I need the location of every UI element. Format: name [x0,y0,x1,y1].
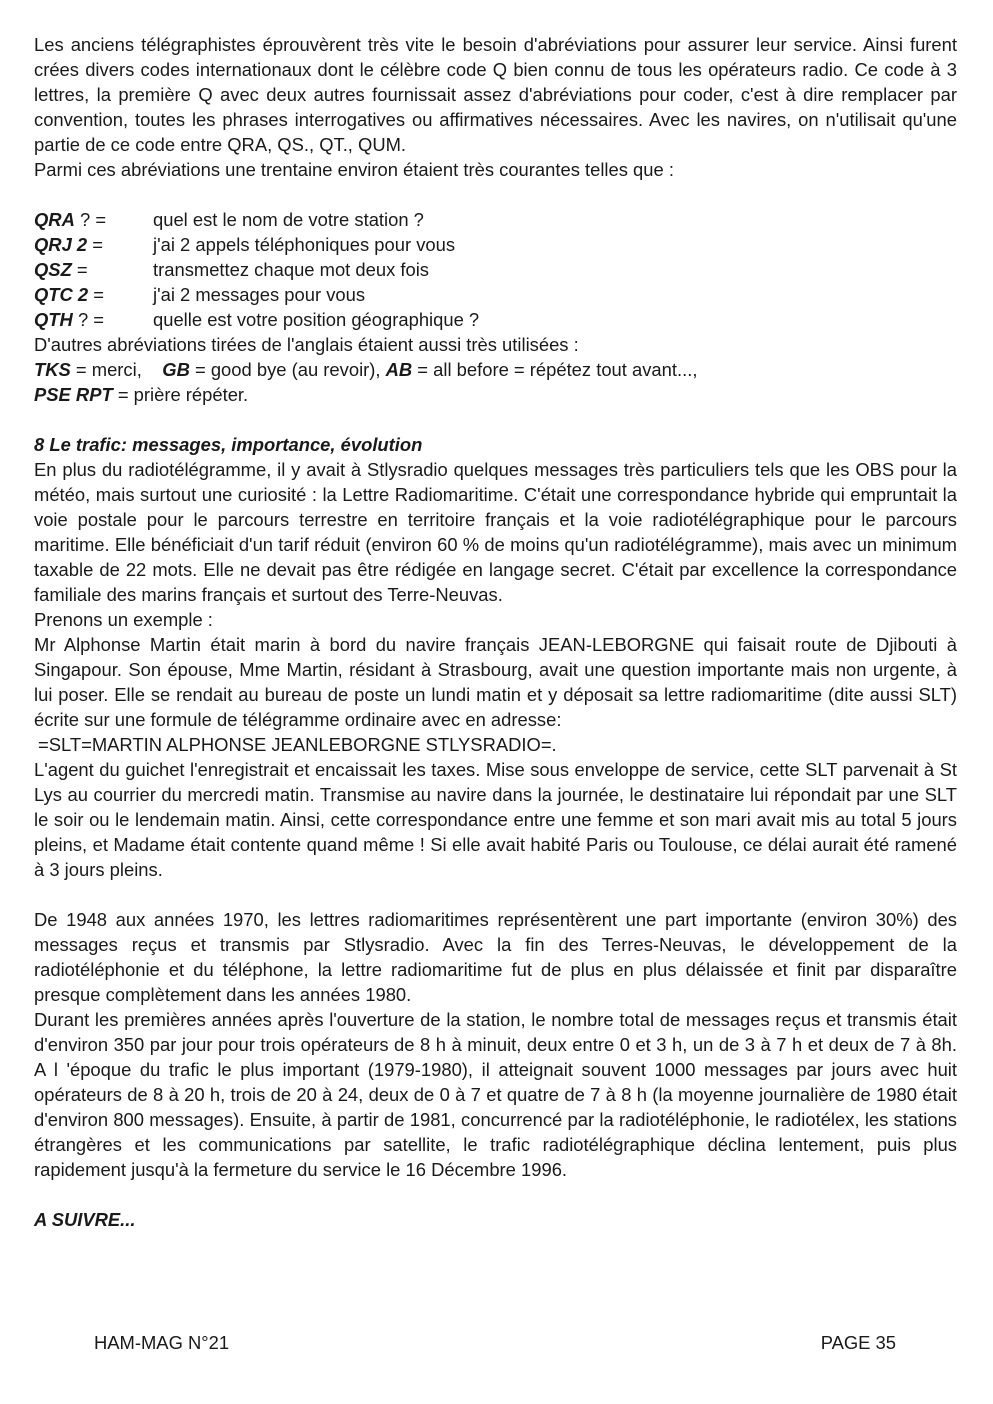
section-paragraph: En plus du radiotélégramme, il y avait à Stlysradio quelques messages très particuliers tels que les OBS pour la météo, mais surtout une curiosité : la Lettre Radiomaritime. C'était une correspondance hybride qui empruntait la voie postale pour le parcours terrestre en territoire français et la voie radiotélégraphique pour le parcours maritime. Elle bénéficiait d'un tarif réduit (environ 60 % de moins qu'un radiotélégramme), mais avec un minimum taxable de 22 mots. Elle ne devait pas être rédigée en langage secret. C'était par excellence la correspondance familiale des marins français et surtout des Terre-Neuvas. [34,459,957,605]
abbrev-ab: AB [385,359,413,380]
section-paragraph: Mr Alphonse Martin était marin à bord du navire français JEAN-LEBORGNE qui faisait route de Djibouti à Singapour. Son épouse, Mme Martin, résidant à Strasbourg, avait une question importante mais non urgente, à lui poser. Elle se rendait au bureau de poste un lundi matin et y déposait sa lettre radiomaritime (dite aussi SLT) écrite sur une formule de télégramme ordinaire avec en adresse: [34,634,957,730]
to-be-continued: A SUIVRE... [34,1209,136,1230]
blank-line [34,182,957,207]
q-code-separator: ? = [72,309,105,330]
blank-line [34,882,957,907]
abbrev-gb-text: = good bye (au revoir), [189,359,386,380]
q-code-separator: = [71,259,88,280]
english-abbrev-line [34,357,957,382]
telegram-address: =SLT=MARTIN ALPHONSE JEANLEBORGNE STLYSRADIO=. [38,734,557,755]
blank-line [34,407,957,432]
abbrev-pse-rpt: PSE RPT [34,384,113,405]
q-code-meaning: j'ai 2 appels téléphoniques pour vous [153,234,456,255]
q-code-meaning: j'ai 2 messages pour vous [153,284,366,305]
page-footer [94,1330,896,1355]
magazine-issue: HAM-MAG N°21 [94,1332,230,1353]
q-code: QRA [34,209,75,230]
section-heading: 8 Le trafic: messages, importance, évolution [34,434,423,455]
english-abbrev-line-2 [34,382,957,407]
q-code-list [34,207,957,332]
q-code: QSZ [34,259,72,280]
q-code-meaning: transmettez chaque mot deux fois [153,259,430,280]
q-code-separator: = [87,234,104,255]
q-code-separator: = [88,284,105,305]
blank-line [34,1182,957,1207]
abbrev-gb: GB [162,359,190,380]
q-code-meaning: quelle est votre position géographique ? [153,309,480,330]
q-code: QTC 2 [34,284,89,305]
q-code: QRJ 2 [34,234,88,255]
abbrev-tks-text: = merci, [70,359,163,380]
abbrev-tks: TKS [34,359,71,380]
q-code-row [34,257,957,282]
q-code-separator: ? = [74,209,107,230]
abbrev-pse-rpt-text: = prière répéter. [112,384,249,405]
page-number: PAGE 35 [820,1332,896,1353]
intro-lead-paragraph: Parmi ces abréviations une trentaine environ étaient très courantes telles que : [34,159,674,180]
q-code-row [34,307,957,332]
section-paragraph: L'agent du guichet l'enregistrait et encaissait les taxes. Mise sous enveloppe de service, cette SLT parvenait à St Lys au courrier du mercredi matin. Transmise au navire dans la journée, le destinataire lui répondait par une SLT le soir ou le lendemain matin. Ainsi, cette correspondance entre une femme et son mari avait mis au total 5 jours pleins, et Madame était contente quand même ! Si elle avait habité Paris ou Toulouse, ce délai aurait été ramené à 3 jours pleins. [34,759,957,880]
q-code-row [34,207,957,232]
section-paragraph: De 1948 aux années 1970, les lettres radiomaritimes représentèrent une part importante (environ 30%) des messages reçus et transmis par Stlysradio. Avec la fin des Terres-Neuvas, le développement de la radiotéléphonie et du téléphone, la lettre radiomaritime fut de plus en plus délaissée et finit par disparaître presque complètement dans les années 1980. [34,909,957,1005]
intro-paragraph: Les anciens télégraphistes éprouvèrent très vite le besoin d'abréviations pour assurer leur service. Ainsi furent crées divers codes internationaux dont le célèbre code Q bien connu de tous les opérateurs radio. Ce code à 3 lettres, la première Q avec deux autres fournissait assez d'abréviations pour coder, c'est à dire remplacer par convention, toutes les phrases interrogatives ou affirmatives nécessaires. Avec les navires, on n'utilisait qu'une partie de ce code entre QRA, QS., QT., QUM. [34,34,957,155]
abbrev-ab-text: = all before = répétez tout avant..., [412,359,698,380]
q-code: QTH [34,309,73,330]
section-paragraph: Prenons un exemple : [34,609,213,630]
q-code-row [34,232,957,257]
article-body [34,32,957,1232]
q-code-row [34,282,957,307]
q-code-meaning: quel est le nom de votre station ? [153,209,424,230]
english-abbrev-intro: D'autres abréviations tirées de l'anglais étaient aussi très utilisées : [34,334,579,355]
section-paragraph: Durant les premières années après l'ouverture de la station, le nombre total de messages reçus et transmis était d'environ 350 par jour pour trois opérateurs de 8 h à minuit, deux entre 0 et 3 h, un de 3 à 7 h et deux de 7 à 8h. A l 'époque du trafic le plus important (1979-1980), il atteignait souvent 1000 messages par jours avec huit opérateurs de 8 à 20 h, trois de 20 à 24, deux de 0 à 7 et quatre de 7 à 8 h (la moyenne journalière de 1980 était d'environ 800 messages). Ensuite, à partir de 1981, concurrencé par la radiotéléphonie, le radiotélex, les stations étrangères et les communications par satellite, le trafic radiotélégraphique déclina lentement, puis plus rapidement jusqu'à la fermeture du service le 16 Décembre 1996. [34,1009,957,1180]
